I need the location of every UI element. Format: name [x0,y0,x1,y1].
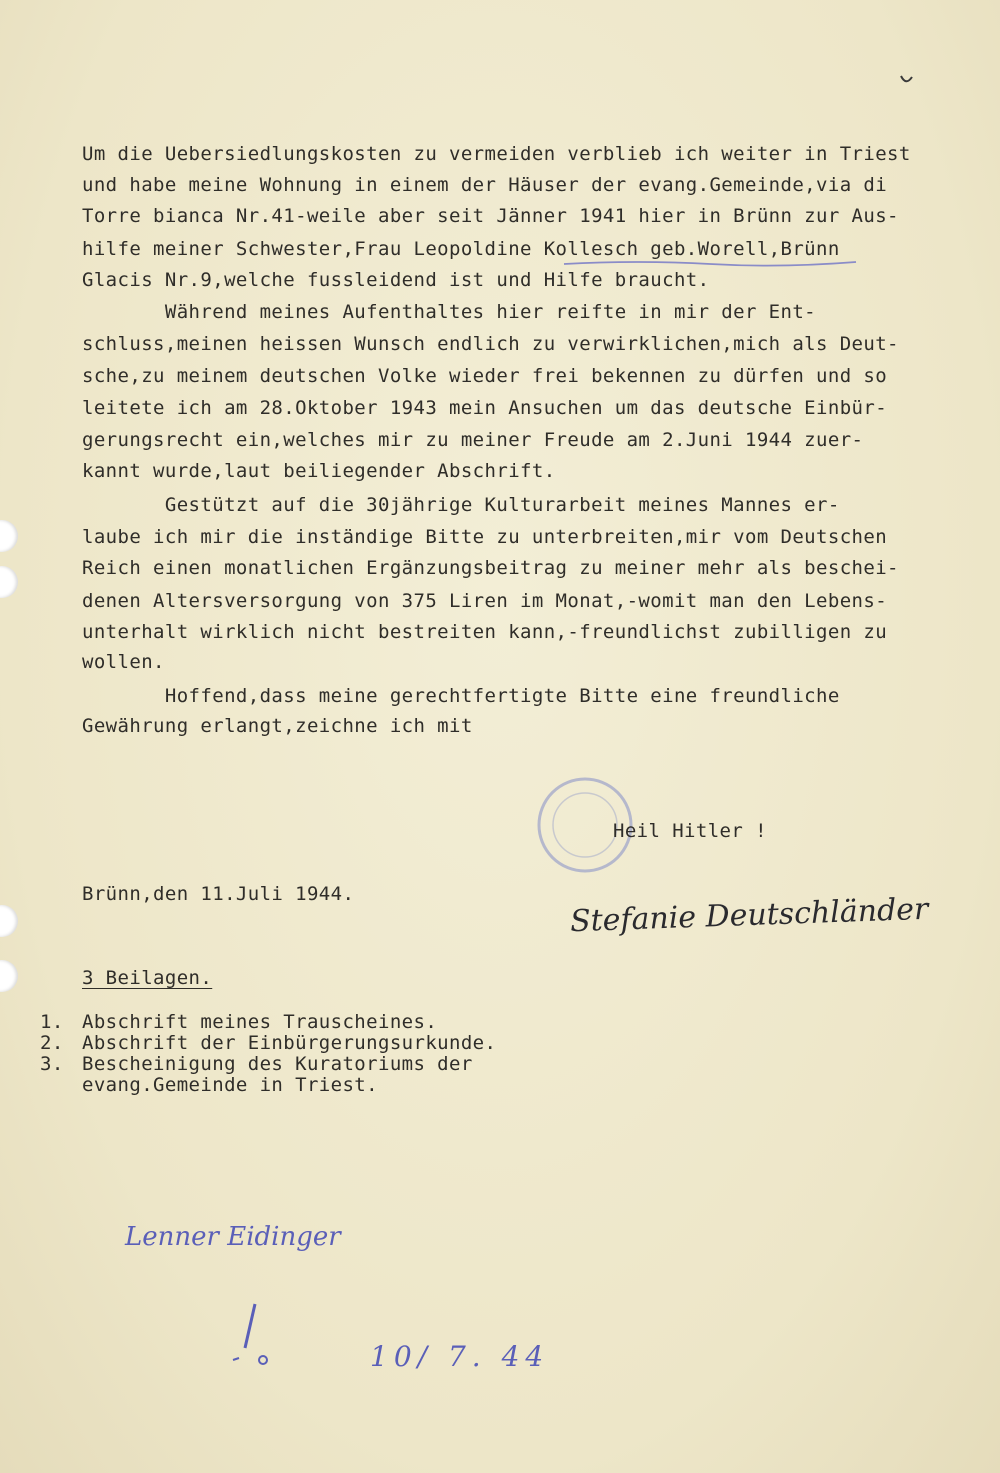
pencil-stroke [225,1300,275,1370]
body-line: leitete ich am 28.Oktober 1943 mein Ansuchen um das deutsche Einbür- [82,397,888,419]
body-line: kannt wurde,laut beiliegender Abschrift. [82,460,556,482]
greeting: Heil Hitler ! [613,820,767,842]
enclosure-number: 1. [40,1011,64,1033]
body-line: schluss,meinen heissen Wunsch endlich zu verwirklichen,mich als Deut- [82,333,899,355]
body-line: hilfe meiner Schwester,Frau Leopoldine Kollesch geb.Worell,Brünn [82,238,840,260]
body-line: wollen. [82,651,165,673]
enclosure-item: Bescheinigung des Kuratoriums der [82,1053,473,1075]
body-line: Während meines Aufenthaltes hier reifte in mir der Ent- [82,301,817,323]
enclosure-item: Abschrift meines Trauscheines. [82,1011,438,1033]
punch-hole [0,566,18,598]
body-line: Gestützt auf die 30jährige Kulturarbeit meines Mannes er- [82,494,840,516]
body-line: denen Altersversorgung von 375 Liren im Monat,-womit man den Lebens- [82,590,888,612]
body-line: Gewährung erlangt,zeichne ich mit [82,715,473,737]
body-line: gerungsrecht ein,welches mir zu meiner Freude am 2.Juni 1944 zuer- [82,429,864,451]
signature: Stefanie Deutschländer [569,891,929,940]
body-line: Um die Uebersiedlungskosten zu vermeiden verblieb ich weiter in Triest [82,143,911,165]
body-line: Torre bianca Nr.41-weile aber seit Jänner 1941 hier in Brünn zur Aus- [82,205,899,227]
body-line: unterhalt wirklich nicht bestreiten kann,-freundlichst zubilligen zu [82,621,888,643]
punch-hole [0,520,18,552]
enclosure-number: 2. [40,1032,64,1054]
enclosure-number: 3. [40,1053,64,1075]
body-line: Reich einen monatlichen Ergänzungsbeitrag zu meiner mehr als beschei- [82,557,899,579]
handwritten-note: Lenner Eidinger [125,1222,341,1252]
corner-mark-icon [898,72,918,88]
body-line: laube ich mir die inständige Bitte zu unterbreiten,mir vom Deutschen [82,526,888,548]
punch-hole [0,960,18,992]
enclosure-item: evang.Gemeinde in Triest. [82,1074,378,1096]
body-line: Hoffend,dass meine gerechtfertigte Bitte eine freundliche [82,685,840,707]
handwritten-date: 10/ 7. 44 [370,1340,550,1373]
pencil-underline [560,258,860,270]
place-date: Brünn,den 11.Juli 1944. [82,883,355,905]
enclosures-heading: 3 Beilagen. [82,967,213,989]
body-line: sche,zu meinem deutschen Volke wieder frei bekennen zu dürfen und so [82,365,888,387]
enclosure-item: Abschrift der Einbürgerungsurkunde. [82,1032,497,1054]
body-line: Glacis Nr.9,welche fussleidend ist und Hilfe braucht. [82,269,710,291]
punch-hole [0,905,18,937]
body-line: und habe meine Wohnung in einem der Häuser der evang.Gemeinde,via di [82,174,888,196]
